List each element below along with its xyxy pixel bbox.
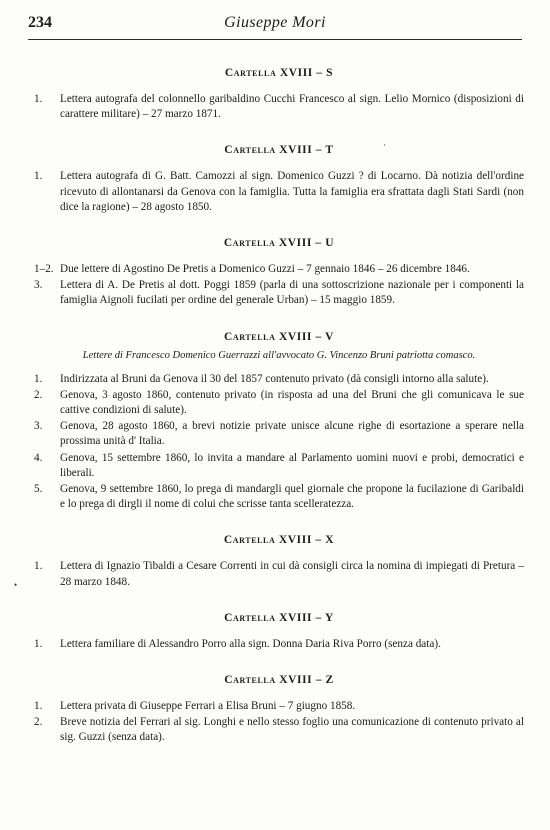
cartella-section <box>34 533 524 589</box>
running-title: Giuseppe Mori <box>224 14 326 31</box>
page-header <box>28 14 522 38</box>
item-number: 2. <box>34 388 43 401</box>
list-item <box>34 482 524 512</box>
item-text: Genova, 3 agosto 1860, contenuto privato (in risposta ad una del Bruni che gli comunicava le sue cattive condizioni di salute). <box>60 388 524 417</box>
section-heading <box>34 66 524 81</box>
section-heading <box>34 673 524 688</box>
scan-speck: · <box>383 140 386 150</box>
section-heading <box>34 533 524 548</box>
item-text: Genova, 9 settembre 1860, lo prega di mandargli quel giornale che propone la fucilazione di Garibaldi e lo prega di dirgli il nome di colui che scrisse tanta scelleratezza. <box>60 483 524 511</box>
cartella-section <box>34 611 524 652</box>
list-item <box>34 92 524 122</box>
section-heading <box>34 611 524 626</box>
section-heading <box>34 236 524 251</box>
item-text: Lettera di A. De Pretis al dott. Poggi 1859 (parla di una sottoscrizione nazionale per i componenti la famiglia Aignoli fucilati per ordine del generale Urban) – 15 maggio 1859. <box>60 279 524 307</box>
item-number: 1. <box>34 170 43 183</box>
item-text: Genova, 15 settembre 1860, lo invita a mandare al Parlamento uomini nuovi e probi, democratici e liberali. <box>60 451 524 479</box>
section-heading-code: XVIII – U <box>278 237 335 250</box>
item-number: 3. <box>34 420 43 433</box>
list-item <box>34 169 524 215</box>
cartella-section <box>34 236 524 309</box>
cartella-section <box>34 673 524 746</box>
list-item <box>34 715 524 745</box>
item-number: 3. <box>34 279 43 292</box>
cartella-section <box>34 143 524 215</box>
page-body <box>34 66 524 767</box>
section-heading-prefix: Cartella <box>223 237 276 250</box>
item-text: Genova, 28 agosto 1860, a brevi notizie private unisce alcune righe di esortazione a sperare nella prossima unità d' Italia. <box>60 420 524 448</box>
section-heading-prefix: Cartella <box>224 674 276 687</box>
section-intro: Lettere di Francesco Domenico Guerrazzi all'avvocato G. Vincenzo Bruni patriotta comasco. <box>82 349 476 361</box>
list-item <box>34 262 524 277</box>
item-number: 4. <box>34 451 43 464</box>
item-text: Lettera privata di Giuseppe Ferrari a Elisa Bruni – 7 giugno 1858. <box>60 700 356 713</box>
section-heading-prefix: Cartella <box>224 144 276 157</box>
list-item <box>34 637 524 652</box>
scan-speck: • <box>14 580 18 590</box>
item-text: Indirizzata al Bruni da Genova il 30 del 1857 contenuto privato (dà consigli intorno alla salute). <box>60 372 489 385</box>
item-number: 1. <box>34 637 43 650</box>
section-heading-prefix: Cartella <box>223 534 276 547</box>
section-heading <box>34 143 524 158</box>
cartella-section <box>34 330 524 513</box>
list-item <box>34 419 524 449</box>
item-number: 1. <box>34 372 43 385</box>
item-text: Lettera di Ignazio Tibaldi a Cesare Correnti in cui dà consigli circa la nomina di impiegati di Pretura – 28 marzo 1848. <box>60 560 524 588</box>
list-item <box>34 372 524 387</box>
item-text: Lettera autografa di G. Batt. Camozzi al sign. Domenico Guzzi ? di Locarno. Dà notizia dell'ordine ricevuto di allontanarsi da Genova con la famiglia. Tutta la famiglia era sfrattata dagli Stati Sardi (non dice la ragione) – 28 agosto 1850. <box>60 170 524 213</box>
section-heading-prefix: Cartella <box>223 330 276 343</box>
list-item <box>34 278 524 308</box>
item-text: Due lettere di Agostino De Pretis a Domenico Guzzi – 7 gennaio 1846 – 26 dicembre 1846. <box>60 263 470 276</box>
list-item <box>34 559 524 589</box>
item-number: 5. <box>34 483 43 496</box>
list-item <box>34 451 524 481</box>
item-text: Lettera familiare di Alessandro Porro alla sign. Donna Daria Riva Porro (senza data). <box>60 637 441 650</box>
section-heading-code: XVIII – T <box>279 144 334 157</box>
section-heading-prefix: Cartella <box>224 611 276 624</box>
page-number: 234 <box>28 14 52 31</box>
item-number: 2. <box>34 716 43 729</box>
section-heading-code: XVIII – S <box>279 67 334 79</box>
list-item <box>34 388 524 418</box>
list-item <box>34 699 524 714</box>
section-heading-code: XVIII – V <box>278 330 335 343</box>
cartella-section <box>34 66 524 122</box>
section-heading-code: XVIII – X <box>278 534 335 547</box>
section-heading-code: XVIII – Z <box>279 674 334 687</box>
section-heading-prefix: Cartella <box>224 67 277 79</box>
section-heading <box>34 330 524 345</box>
header-rule <box>28 39 522 40</box>
item-number: 1. <box>34 700 43 713</box>
item-text: Breve notizia del Ferrari al sig. Longhi e nello stesso foglio una comunicazione di contenuto privato al sig. Guzzi (senza data). <box>60 716 524 744</box>
section-heading-code: XVIII – Y <box>279 611 334 624</box>
item-number: 1. <box>34 560 43 573</box>
item-number: 1. <box>34 93 43 105</box>
item-number: 1–2. <box>34 263 54 276</box>
item-text: Lettera autografa del colonnello garibaldino Cucchi Francesco al sign. Lelio Mornico (disposizioni di carattere militare) – 27 marzo 1871. <box>60 93 524 121</box>
